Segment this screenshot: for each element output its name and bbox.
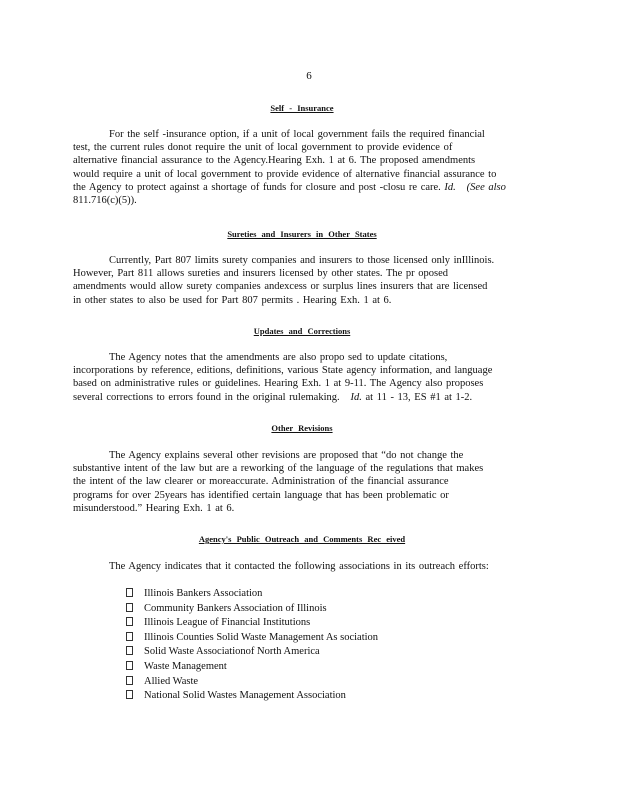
paragraph-self-insurance: For the self -insurance option, if a unit of local government fails the required financial test, the current rules donot require the unit of local government to provide evidence of alternative financial assurance to the Agency.Hearing Exh. 1 at 6. The proposed amendments would require a unit of local government to provide evidence of alternative financial assurance to the Agency to protect against a shortage of funds for closure and post -closu re care. Id. (See also 811.716(c)(5)).	[73, 129, 506, 207]
heading-other-revisions: Other Revisions	[271, 423, 333, 433]
bullet-icon	[126, 617, 133, 626]
list-item: Illinois League of Financial Institutions	[126, 616, 378, 631]
associations-list	[126, 587, 378, 704]
bullet-icon	[126, 690, 133, 699]
paragraph-updates-corrections: The Agency notes that the amendments are also propo sed to update citations, incorporations by reference, editions, definitions, various State agency information, and language based on administrative rules or guidelines. Hearing Exh. 1 at 9-11. The Agency also proposes several corrections to errors found in the original rulemaking. Id. at 11 - 13, ES #1 at 1-2.	[73, 352, 493, 403]
heading-sureties-insurers: Sureties and Insurers in Other States	[227, 229, 377, 239]
page-number: 6	[306, 70, 312, 82]
list-item: National Solid Wastes Management Association	[126, 689, 378, 704]
bullet-icon	[126, 676, 133, 685]
bullet-icon	[126, 646, 133, 655]
bullet-icon	[126, 588, 133, 597]
heading-self-insurance: Self - Insurance	[270, 103, 334, 113]
list-item: Illinois Bankers Association	[126, 587, 378, 602]
bullet-icon	[126, 603, 133, 612]
paragraph-public-outreach: The Agency indicates that it contacted the following associations in its outreach efforts:	[109, 561, 489, 572]
list-item: Solid Waste Associationof North America	[126, 645, 378, 660]
list-item: Allied Waste	[126, 675, 378, 690]
paragraph-other-revisions: The Agency explains several other revisions are proposed that “do not change the substantive intent of the law but are a reworking of the language of the regulations that makes the intent of the law clearer or moreaccurate. Administration of the financial assurance programs for over 25years has identified certain language that has been problematic or misunderstood.” Hearing Exh. 1 at 6.	[73, 450, 484, 514]
list-item: Community Bankers Association of Illinois	[126, 602, 378, 617]
bullet-icon	[126, 661, 133, 670]
list-item: Waste Management	[126, 660, 378, 675]
list-item: Illinois Counties Solid Waste Management As sociation	[126, 631, 378, 646]
heading-updates-corrections: Updates and Corrections	[253, 326, 351, 336]
paragraph-sureties-insurers: Currently, Part 807 limits surety companies and insurers to those licensed only inIllinois. However, Part 811 allows sureties and insurers licensed by other states. The pr oposed amendments would allow surety companies andexcess or surplus lines insurers that are licensed in other states to also be used for Part 807 permits . Hearing Exh. 1 at 6.	[73, 255, 495, 306]
bullet-icon	[126, 632, 133, 641]
heading-public-outreach: Agency's Public Outreach and Comments Rec eived	[198, 534, 406, 544]
